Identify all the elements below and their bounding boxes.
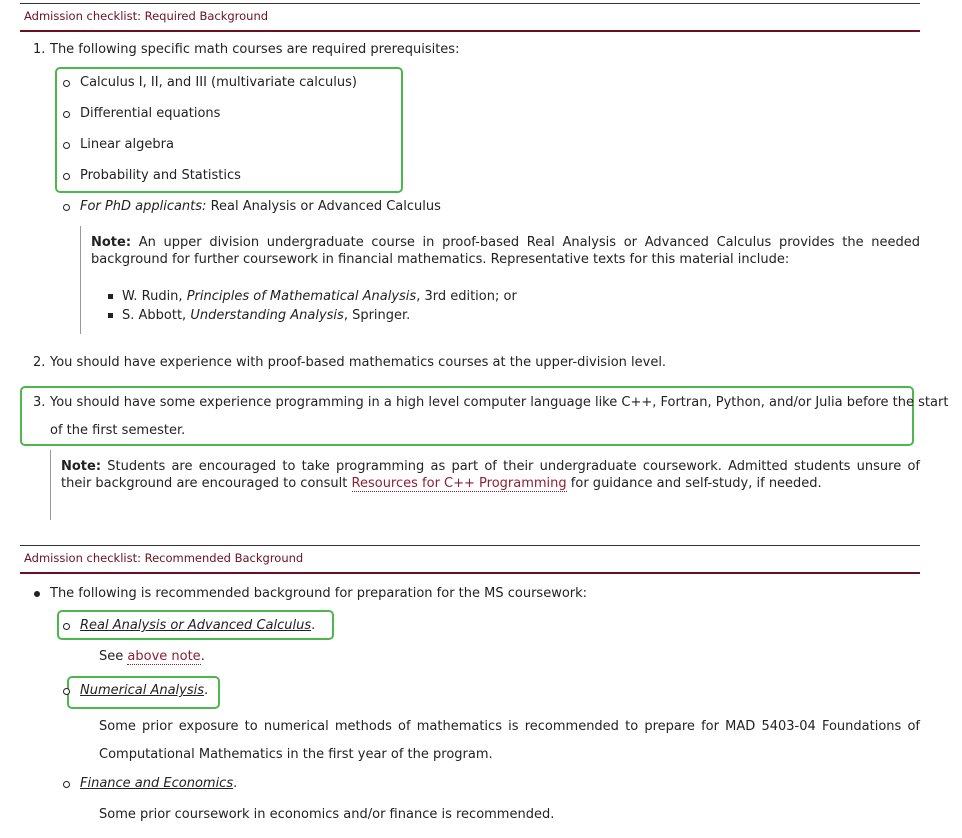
see-above-note [99, 648, 205, 665]
recommended-section-title: Admission checklist: Recommended Background [24, 551, 304, 565]
recommended-section-header [20, 545, 920, 574]
note-left-rule [80, 226, 81, 334]
item1-number: 1. [33, 42, 46, 57]
recommended-item-real-analysis [80, 617, 315, 634]
recommended-item-numerical [80, 682, 208, 699]
cpp-resources-link[interactable]: Resources for C++ Programming [351, 476, 567, 491]
text-edition: , 3rd edition; or [416, 289, 517, 304]
phd-text: Real Analysis or Advanced Calculus [206, 199, 441, 214]
text-rudin [122, 288, 517, 305]
finance-description: Some prior coursework in economics and/or finance is recommended. [99, 807, 555, 822]
bullet-circle [63, 781, 70, 788]
text-author: S. Abbott, [122, 308, 191, 323]
bullet-circle [63, 142, 70, 149]
text-abbott [122, 307, 410, 324]
bullet-circle [63, 173, 70, 180]
note2-label: Note: [61, 459, 102, 474]
above-note-link[interactable]: above note [127, 649, 201, 664]
text-title: Principles of Mathematical Analysis [186, 289, 417, 304]
numerical-description: Some prior exposure to numerical methods of mathematics is recommended to prepare for MAD 5403-04 Foundations of Computational Mathematics in the first year of the program. [99, 719, 920, 762]
course-item-probstat: Probability and Statistics [80, 168, 241, 183]
recommended-intro: The following is recommended background for preparation for the MS coursework: [50, 586, 588, 601]
text-publisher: , Springer. [343, 308, 411, 323]
course-item-diffeq: Differential equations [80, 106, 221, 121]
bullet-square [108, 313, 113, 318]
note-text: An upper division undergraduate course in proof-based Real Analysis or Advanced Calculus provides the needed background for further coursework in financial mathematics. Representative texts for this material include: [91, 235, 920, 267]
item1-text: The following specific math courses are required prerequisites: [50, 42, 460, 57]
note2-text: Students are encouraged to take programming as part of their undergraduate coursework. Admitted students unsure of their background are encouraged to consult [61, 459, 920, 491]
item-suffix: . [204, 683, 209, 698]
recommended-item-finance [80, 775, 237, 792]
item3-number: 3. [33, 395, 46, 410]
analysis-note [91, 234, 920, 268]
item3-text-line1: You should have some experience programming in a high level computer language like C++, Fortran, Python, and/or Julia before the start [50, 395, 949, 410]
required-section-title: Admission checklist: Required Background [24, 9, 269, 23]
programming-note [61, 458, 920, 492]
note2-text-end: for guidance and self-study, if needed. [566, 476, 822, 491]
see-prefix: See [99, 649, 128, 664]
bullet-circle [63, 111, 70, 118]
bullet-circle [63, 204, 70, 211]
numerical-analysis-title: Numerical Analysis [80, 683, 205, 698]
phd-label: For PhD applicants: [80, 199, 207, 214]
item3-text-line2: of the first semester. [50, 423, 186, 438]
bullet-circle [63, 623, 70, 630]
item2-number: 2. [33, 355, 46, 370]
text-author: W. Rudin, [122, 289, 187, 304]
bullet-disc [34, 591, 40, 597]
item-suffix: . [233, 776, 238, 791]
bullet-circle [63, 688, 70, 695]
see-suffix: . [200, 649, 205, 664]
bullet-circle [63, 80, 70, 87]
bullet-square [108, 294, 113, 299]
course-item-linalg: Linear algebra [80, 137, 174, 152]
note2-left-rule [50, 450, 51, 520]
phd-requirement [80, 198, 441, 215]
finance-title: Finance and Economics [80, 776, 234, 791]
item2-text: You should have experience with proof-based mathematics courses at the upper-division level. [50, 355, 667, 370]
note-label: Note: [91, 235, 132, 250]
real-analysis-title: Real Analysis or Advanced Calculus [80, 618, 312, 633]
text-title: Understanding Analysis [190, 308, 344, 323]
required-section-header [20, 3, 920, 32]
course-item-calculus: Calculus I, II, and III (multivariate calculus) [80, 75, 357, 90]
item-suffix: . [311, 618, 316, 633]
